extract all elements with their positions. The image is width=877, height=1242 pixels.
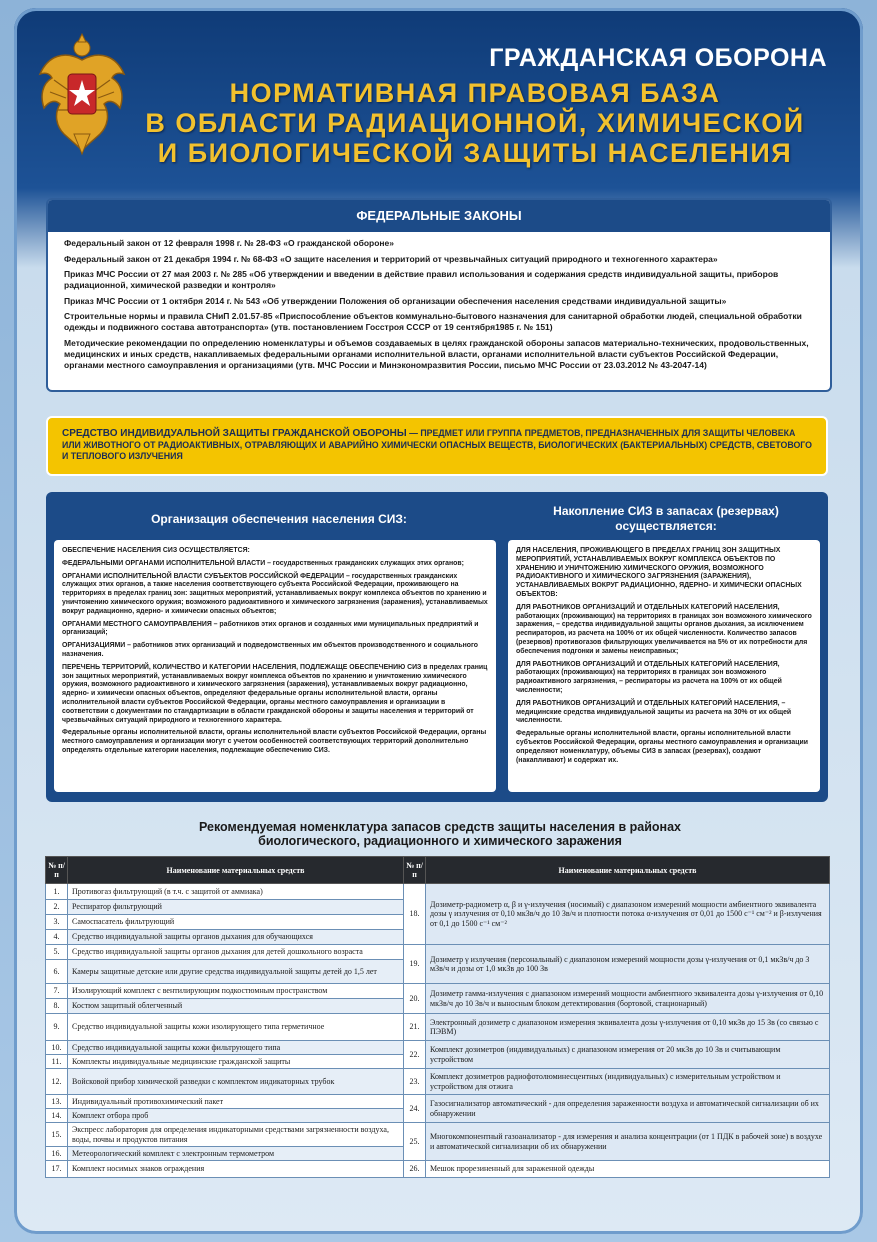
- left-item-name: Индивидуальный противохимический пакет: [68, 1095, 404, 1109]
- column-header-name: Наименование материальных средств: [426, 857, 830, 884]
- right-item-name: Электронный дозиметр с диапазоном измерения эквивалента дозы γ-излучения от 0,10 мкЗв до 15 Зв (со связью с ПЭВМ): [426, 1014, 830, 1041]
- federal-laws-list: [48, 232, 830, 371]
- table-row: [46, 1161, 830, 1178]
- right-item-number: 22.: [404, 1041, 426, 1069]
- right-item-number: 18.: [404, 884, 426, 945]
- section-label: ГРАЖДАНСКАЯ ОБОРОНА: [489, 44, 827, 72]
- right-item-number: 20.: [404, 984, 426, 1014]
- federal-laws-panel: [46, 198, 832, 392]
- organization-paragraph: ПЕРЕЧЕНЬ ТЕРРИТОРИЙ, КОЛИЧЕСТВО И КАТЕГОРИИ НАСЕЛЕНИЯ, ПОДЛЕЖАЩЕ ОБЕСПЕЧЕНИЮ СИЗ в пределах границ зон защитных мероприятий, устанавливаемых вокруг комплекса объектов по хранению и уничтожению химического оружия, возможного радиоактивного и химического загрязнения (заражения), устанавливаемых вокруг радиационно, ядерно- и химически опасных объектов, определяют федеральные органы исполнительной власти, органы исполнительной власти субъектов Российской Федерации, органы местного самоуправления и организации в соответствии с документами по стандартизации в области гражданской обороны и защиты населения и территорий от чрезвычайных ситуаций природного и техногенного характера.: [62, 663, 488, 724]
- emergency-emblem-icon: [34, 30, 130, 158]
- law-item: Строительные нормы и правила СНиП 2.01.57-85 «Приспособление объектов коммунально-бытового назначения для санитарной обработки людей, специальной обработки одежды и подвижного состава автотранспорта» (утв. постановлением Госстроя СССР от 19 сентября1985 г. № 151): [64, 311, 802, 333]
- left-item-name: Экспресс лаборатория для определения индикаторными средствами загрязненности воздуха, воды, почвы и продуктов питания: [68, 1123, 404, 1147]
- left-item-number: 5.: [46, 945, 68, 960]
- column-header-number: № п/п: [404, 857, 426, 884]
- right-item-number: 21.: [404, 1014, 426, 1041]
- table-row: [46, 1014, 830, 1041]
- left-item-number: 10.: [46, 1041, 68, 1055]
- right-item-name: Дозиметр гамма-излучения с диапазоном измерений мощности амбиентного эквивалента дозы γ-излучения от 0,10 мкЗв/ч до 10 Зв/ч и выносным блоком детектирования (бортовой, стационарный): [426, 984, 830, 1014]
- left-item-name: Средство индивидуальной защиты органов дыхания для обучающихся: [68, 930, 404, 945]
- law-item: Методические рекомендации по определению номенклатуры и объемов создаваемых в целях гражданской обороны запасов материально-технических, продовольственных, медицинских и иных средств, накапливаемых федеральными органами исполнительной власти, органами исполнительной власти субъектов Российской Федерации, органами местного самоуправления и организациями (утв. МЧС России и Минэкономразвития России, письмо МЧС России от 23.03.2012 № 43-2047-14): [64, 337, 809, 370]
- right-item-name: Дозиметр-радиометр α, β и γ-излучения (носимый) с диапазоном измерений мощности амбиентного эквивалента дозы γ излучения от 0,10 мкЗв/ч до 10 Зв/ч и плотности потока α-излучения от 0,01 до 1500 с⁻¹ см⁻² и β-излучения от 0,1 до 1500 с⁻¹ см⁻²: [426, 884, 830, 945]
- left-item-name: Респиратор фильтрующий: [68, 900, 404, 915]
- accumulation-paragraph: ДЛЯ НАСЕЛЕНИЯ, ПРОЖИВАЮЩЕГО В ПРЕДЕЛАХ ГРАНИЦ ЗОН ЗАЩИТНЫХ МЕРОПРИЯТИЙ, УСТАНАВЛИВАЕМЫХ ВОКРУГ КОМПЛЕКСА ОБЪЕКТОВ ПО ХРАНЕНИЮ И УНИЧТОЖЕНИЮ ХИМИЧЕСКОГО ОРУЖИЯ, ВОЗМОЖНОГО РАДИОАКТИВНОГО И ХИМИЧЕСКОГО ЗАГРЯЗНЕНИЯ (ЗАРАЖЕНИЯ), УСТАНАВЛИВАЕМЫХ ВОКРУГ РАДИАЦИОННО, ЯДЕРНО- И ХИМИЧЕСКИ ОПАСНЫХ ОБЪЕКТОВ:: [516, 547, 802, 598]
- right-item-name: Комплект дозиметров радиофотолюминесцентных (индивидуальных) с измерительным устройством и устройством для отжига: [426, 1069, 830, 1095]
- definition-text: — ПРЕДМЕТ ИЛИ ГРУППА ПРЕДМЕТОВ, ПРЕДНАЗНАЧЕННЫХ ДЛЯ ЗАЩИТЫ ЧЕЛОВЕКА ИЛИ ЖИВОТНОГО ОТ РАДИОАКТИВНЫХ, ОТРАВЛЯЮЩИХ И АВАРИЙНО ХИМИЧЕСКИ ОПАСНЫХ ВЕЩЕСТВ, БИОЛОГИЧЕСКИХ (БАКТЕРИАЛЬНЫХ) СРЕДСТВ, СВЕТОВОГО И ТЕПЛОВОГО ИЗЛУЧЕНИЯ: [62, 428, 813, 461]
- title-line-2: В ОБЛАСТИ РАДИАЦИОННОЙ, ХИМИЧЕСКОЙ: [145, 108, 805, 138]
- left-item-name: Средство индивидуальной защиты органов дыхания для детей дошкольного возраста: [68, 945, 404, 960]
- right-item-number: 23.: [404, 1069, 426, 1095]
- accumulation-paragraph: Федеральные органы исполнительной власти, органы исполнительной власти субъектов Российской Федерации, органы местного самоуправления и организации определяют номенклатуру, объемы СИЗ в запасах (резервах), создают (накапливают) и содержат их.: [516, 730, 808, 764]
- left-item-number: 15.: [46, 1123, 68, 1147]
- left-item-name: Комплект носимых знаков ограждения: [68, 1161, 404, 1178]
- table-row: [46, 945, 830, 960]
- left-item-number: 14.: [46, 1109, 68, 1123]
- law-item: Федеральный закон от 12 февраля 1998 г. № 28-ФЗ «О гражданской обороне»: [64, 238, 394, 248]
- organization-paragraph: Федеральные органы исполнительной власти, органы исполнительной власти субъектов Российской Федерации, органы местного самоуправления и организации могут с учетом особенностей соответствующих территорий дополнительно определять отдельные категории населения, подлежащие обеспечению СИЗ.: [62, 729, 487, 754]
- right-item-name: Газосигнализатор автоматический - для определения зараженности воздуха и автоматической сигнализации об их обнаружении: [426, 1095, 830, 1123]
- nomenclature-table: [45, 856, 830, 1178]
- left-item-number: 16.: [46, 1147, 68, 1161]
- accumulation-paragraph: ДЛЯ РАБОТНИКОВ ОРГАНИЗАЦИЙ И ОТДЕЛЬНЫХ КАТЕГОРИЙ НАСЕЛЕНИЯ, работающих (проживающих) на территориях в границах зон возможного химического заражения, – средства индивидуальной защиты органов дыхания, за исключением респираторов, из расчета на 100% от их общей численности. Количество запасов (резервов) противогазов фильтрующих увеличивается на 5% от их потребности для обеспечения подгонки и замены неисправных;: [516, 603, 812, 655]
- table-row: [46, 1041, 830, 1055]
- table-row: [46, 1069, 830, 1095]
- left-item-number: 17.: [46, 1161, 68, 1178]
- right-item-number: 25.: [404, 1123, 426, 1161]
- provision-panel: [46, 492, 828, 802]
- right-item-number: 19.: [404, 945, 426, 984]
- law-item: Приказ МЧС России от 27 мая 2003 г. № 285 «Об утверждении и введении в действие правил использования и содержания средств индивидуальной защиты, приборов радиационной, химической разведки и контроля»: [64, 269, 779, 291]
- left-item-name: Камеры защитные детские или другие средства индивидуальной защиты детей до 1,5 лет: [68, 960, 404, 984]
- column-header-name: Наименование материальных средств: [68, 857, 404, 884]
- right-item-name: Многокомпонентный газоанализатор - для измерения и анализа концентрации (от 1 ПДК в рабочей зоне) в воздухе и автоматической сигнализации об их обнаружении: [426, 1123, 830, 1161]
- left-item-name: Войсковой прибор химической разведки с комплектом индикаторных трубок: [68, 1069, 404, 1095]
- organization-paragraph: ФЕДЕРАЛЬНЫМИ ОРГАНАМИ ИСПОЛНИТЕЛЬНОЙ ВЛАСТИ – государственных гражданских служащих этих органов;: [62, 559, 464, 567]
- left-item-name: Комплекты индивидуальные медицинские гражданской защиты: [68, 1055, 404, 1069]
- organization-text: [54, 540, 496, 792]
- nomenclature-title-line: Рекомендуемая номенклатура запасов средств защиты населения в районах: [198, 820, 682, 834]
- table-header-row: [46, 857, 830, 884]
- left-item-number: 6.: [46, 960, 68, 984]
- left-item-number: 8.: [46, 999, 68, 1014]
- organization-heading: Организация обеспечения населения СИЗ:: [151, 512, 407, 526]
- organization-paragraph: ОРГАНАМИ МЕСТНОГО САМОУПРАВЛЕНИЯ – работников этих органов и созданных ими муниципальных предприятий и организаций;: [62, 620, 479, 637]
- nomenclature-title-line: биологического, радиационного и химического заражения: [258, 834, 622, 848]
- right-item-name: Дозиметр γ излучения (персональный) с диапазоном измерений мощности дозы γ-излучения от 0,1 мкЗв/ч до 3 мЗв/ч и дозы от 1,0 мкЗв до 100 Зв: [426, 945, 830, 984]
- left-item-name: Средство индивидуальной защиты кожи изолирующего типа герметичное: [68, 1014, 404, 1041]
- table-row: [46, 984, 830, 999]
- federal-laws-heading: ФЕДЕРАЛЬНЫЕ ЗАКОНЫ: [48, 200, 830, 232]
- table-row: [46, 1095, 830, 1109]
- organization-paragraph: ОРГАНАМИ ИСПОЛНИТЕЛЬНОЙ ВЛАСТИ СУБЪЕКТОВ РОССИЙСКОЙ ФЕДЕРАЦИИ – государственных гражданских служащих этих органов, а также населения соответствующего субъекта Российской Федерации, проживающего на территориях в пределах границ зон: защитных мероприятий, устанавливаемых вокруг комплекса объектов по хранению и уничтожению химического оружия; возможного радиоактивного и химического загрязнения (заражения), устанавливаемых вокруг радиационно, ядерно- и химически опасных объектов;: [62, 572, 488, 615]
- left-item-number: 13.: [46, 1095, 68, 1109]
- law-item: Федеральный закон от 21 декабря 1994 г. № 68-ФЗ «О защите населения и территорий от чрезвычайных ситуаций природного и техногенного характера»: [64, 253, 718, 264]
- left-item-number: 1.: [46, 884, 68, 900]
- left-item-name: Самоспасатель фильтрующий: [68, 915, 404, 930]
- accumulation-heading: Накопление СИЗ в запасах (резервах) осуществляется:: [553, 504, 779, 533]
- right-item-name: Мешок прорезиненный для зараженной одежды: [426, 1161, 830, 1178]
- nomenclature-title: [130, 820, 750, 848]
- accumulation-paragraph: ДЛЯ РАБОТНИКОВ ОРГАНИЗАЦИЙ И ОТДЕЛЬНЫХ КАТЕГОРИЙ НАСЕЛЕНИЯ, – медицинские средства индивидуальной защиты из расчета на 30% от их общей численности.: [516, 699, 792, 725]
- organization-paragraph: ОБЕСПЕЧЕНИЕ НАСЕЛЕНИЯ СИЗ ОСУЩЕСТВЛЯЕТСЯ:: [62, 547, 250, 554]
- left-item-name: Изолирующий комплект с вентилирующим подкостюмным пространством: [68, 984, 404, 999]
- title-line-1: НОРМАТИВНАЯ ПРАВОВАЯ БАЗА: [229, 78, 721, 108]
- definition-term: СРЕДСТВО ИНДИВИДУАЛЬНОЙ ЗАЩИТЫ ГРАЖДАНСКОЙ ОБОРОНЫ: [62, 428, 407, 439]
- left-item-name: Средство индивидуальной защиты кожи фильтрующего типа: [68, 1041, 404, 1055]
- definition-box: [46, 416, 828, 476]
- left-item-number: 9.: [46, 1014, 68, 1041]
- left-item-name: Метеорологический комплект с электронным термометром: [68, 1147, 404, 1161]
- left-item-number: 3.: [46, 915, 68, 930]
- left-item-number: 12.: [46, 1069, 68, 1095]
- law-item: Приказ МЧС России от 1 октября 2014 г. № 543 «Об утверждении Положения об организации обеспечения населения средствами индивидуальной защиты»: [64, 295, 727, 306]
- table-row: [46, 884, 830, 900]
- table-row: [46, 1123, 830, 1147]
- right-item-name: Комплект дозиметров (индивидуальных) с диапазоном измерения от 20 мкЗв до 10 Зв и считывающим устройством: [426, 1041, 830, 1069]
- left-item-number: 7.: [46, 984, 68, 999]
- right-item-number: 24.: [404, 1095, 426, 1123]
- title-line-3: И БИОЛОГИЧЕСКОЙ ЗАЩИТЫ НАСЕЛЕНИЯ: [157, 138, 793, 168]
- left-item-name: Комплект отбора проб: [68, 1109, 404, 1123]
- organization-paragraph: ОРГАНИЗАЦИЯМИ – работников этих организаций и подведомственных им объектов производственного и социального назначения.: [62, 642, 478, 658]
- left-item-name: Костюм защитный облегченный: [68, 999, 404, 1014]
- accumulation-paragraph: ДЛЯ РАБОТНИКОВ ОРГАНИЗАЦИЙ И ОТДЕЛЬНЫХ КАТЕГОРИЙ НАСЕЛЕНИЯ, работающих (проживающих) на территориях в границах зон возможного радиоактивного загрязнения, – респираторы из расчета на 100% от их общей численности;: [516, 660, 782, 694]
- left-item-number: 11.: [46, 1055, 68, 1069]
- left-item-name: Противогаз фильтрующий (в т.ч. с защитой от аммиака): [68, 884, 404, 900]
- column-header-number: № п/п: [46, 857, 68, 884]
- accumulation-text: [508, 540, 820, 792]
- left-item-number: 4.: [46, 930, 68, 945]
- right-item-number: 26.: [404, 1161, 426, 1178]
- left-item-number: 2.: [46, 900, 68, 915]
